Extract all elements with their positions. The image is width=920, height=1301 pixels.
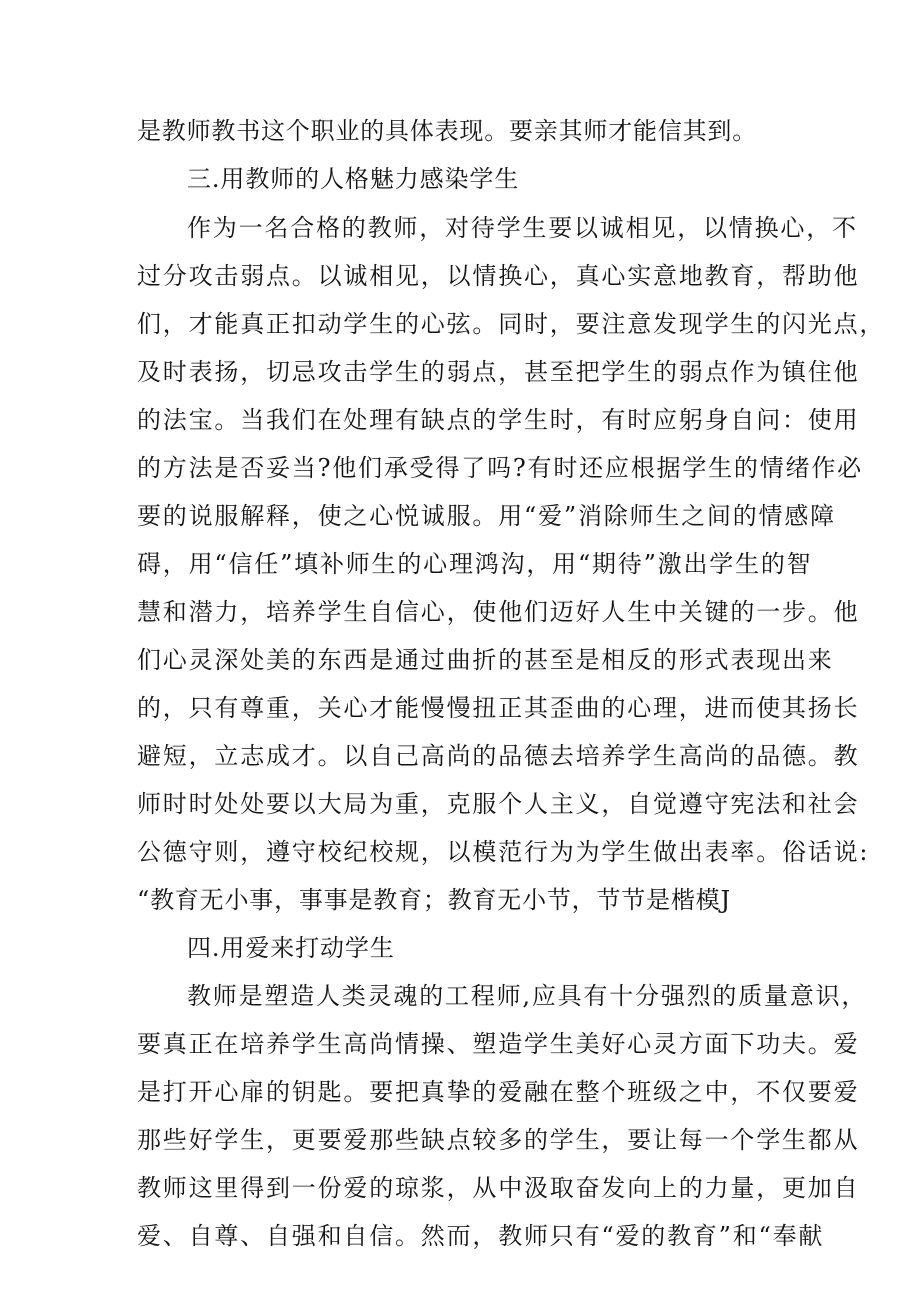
paragraph-line: 教师是塑造人类灵魂的工程师,应具有十分强烈的质量意识，	[187, 982, 868, 1010]
quote-line: “教育无小事，事事是教育；教育无小节，节节是楷模J	[137, 886, 731, 914]
paragraph-line: 及时表扬，切忌攻击学生的弱点，甚至把学生的弱点作为镇住他	[137, 358, 860, 386]
paragraph-line: 的法宝。当我们在处理有缺点的学生时，有时应躬身自问：使用	[137, 406, 860, 434]
paragraph-line: 公德守则，遵守校纪校规，以模范行为为学生做出表率。俗话说:	[137, 838, 870, 866]
paragraph-continuation-line: 是教师教书这个职业的具体表现。要亲其师才能信其到。	[137, 117, 757, 145]
paragraph-line: 的，只有尊重，关心才能慢慢扭正其歪曲的心理，进而使其扬长	[137, 694, 860, 722]
paragraph-line: 要真正在培养学生高尚情操、塑造学生美好心灵方面下功夫。爱	[137, 1030, 860, 1058]
paragraph-line: 过分攻击弱点。以诚相见，以情换心，真心实意地教育，帮助他	[137, 262, 860, 290]
paragraph-line: 们心灵深处美的东西是通过曲折的甚至是相反的形式表现出来	[137, 646, 834, 674]
paragraph-line: 那些好学生，更要爱那些缺点较多的学生，要让每一个学生都从	[137, 1126, 860, 1154]
paragraph-line: 要的说服解释，使之心悦诚服。用“爱”消除师生之间的情感障	[137, 502, 836, 530]
paragraph-line: 作为一名合格的教师，对待学生要以诚相见，以情换心，不	[187, 214, 858, 242]
paragraph-line: 的方法是否妥当?他们承受得了吗?有时还应根据学生的情绪作必	[137, 454, 863, 482]
section-heading-3: 三.用教师的人格魅力感染学生	[187, 165, 520, 193]
paragraph-line: 慧和潜力，培养学生自信心，使他们迈好人生中关键的一步。他	[137, 598, 860, 626]
paragraph-line: 碍，用“信任”填补师生的心理鸿沟，用“期待”激出学生的智	[137, 550, 813, 578]
paragraph-line: 是打开心扉的钥匙。要把真挚的爱融在整个班级之中，不仅要爱	[137, 1078, 860, 1106]
paragraph-line: 爱、自尊、自强和自信。然而，教师只有“爱的教育”和“奉献	[137, 1222, 825, 1250]
paragraph-line: 避短，立志成才。以自己高尚的品德去培养学生高尚的品德。教	[137, 742, 860, 770]
paragraph-line: 们，才能真正扣动学生的心弦。同时，要注意发现学生的闪光点，	[137, 310, 886, 338]
paragraph-line: 教师这里得到一份爱的琼浆，从中汲取奋发向上的力量，更加自	[137, 1174, 860, 1202]
paragraph-line: 师时时处处要以大局为重，克服个人主义，自觉遵守宪法和社会	[137, 790, 860, 818]
section-heading-4: 四.用爱来打动学生	[187, 934, 395, 962]
